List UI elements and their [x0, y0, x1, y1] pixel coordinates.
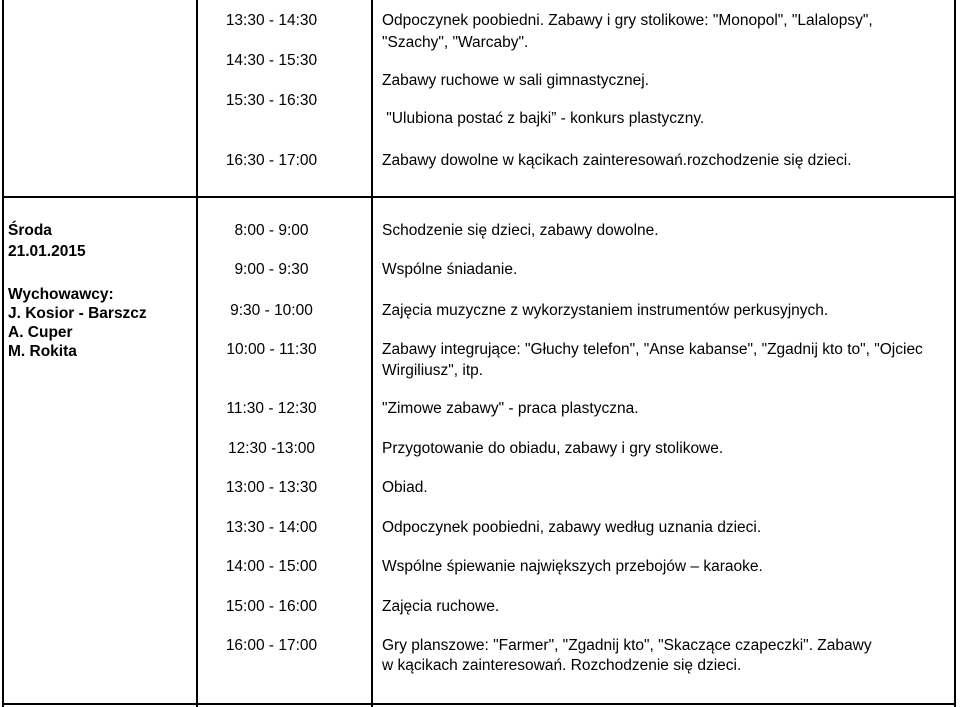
activity-text: "Szachy", "Warcaby".: [382, 34, 529, 51]
time-slot: 14:30 - 15:30: [225, 52, 318, 69]
activity-text: Odpoczynek poobiedni. Zabawy i gry stolikowe: "Monopol", "Lalalopsy",: [382, 12, 873, 29]
staff-member: J. Kosior - Barszcz: [8, 305, 147, 322]
time-slot: 13:30 - 14:00: [225, 519, 318, 536]
column-divider-time: [371, 0, 373, 707]
activity-text: "Zimowe zabawy" - praca plastyczna.: [382, 400, 639, 417]
day-name: Środa: [8, 222, 52, 239]
time-slot: 11:30 - 12:30: [226, 400, 317, 417]
activity-text: Przygotowanie do obiadu, zabawy i gry stolikowe.: [382, 440, 724, 457]
activity-text: Zajęcia muzyczne z wykorzystaniem instrumentów perkusyjnych.: [382, 302, 829, 319]
activity-text: Wspólne śniadanie.: [382, 261, 518, 278]
time-slot: 9:30 - 10:00: [230, 302, 313, 319]
staff-label: Wychowawcy:: [8, 286, 114, 303]
time-slot: 14:00 - 15:00: [225, 558, 318, 575]
activity-text: Zajęcia ruchowe.: [382, 598, 500, 615]
time-slot: 16:00 - 17:00: [225, 637, 318, 654]
activity-text: Wspólne śpiewanie największych przebojów – karaoke.: [382, 558, 763, 575]
time-slot: 13:00 - 13:30: [225, 479, 318, 496]
activity-text: Obiad.: [382, 479, 428, 496]
activity-text: "Ulubiona postać z bajki” - konkurs plastyczny.: [382, 110, 705, 127]
time-slot: 16:30 - 17:00: [225, 152, 318, 169]
time-slot: 15:30 - 16:30: [225, 92, 318, 109]
row-divider: [2, 196, 956, 198]
activity-text: Zabawy ruchowe w sali gimnastycznej.: [382, 72, 650, 89]
column-divider-right: [954, 0, 956, 707]
activity-text: w kącikach zainteresowań. Rozchodzenie się dzieci.: [382, 657, 742, 674]
time-slot: 13:30 - 14:30: [225, 12, 318, 29]
bottom-border: [2, 703, 956, 705]
column-divider-left: [2, 0, 4, 707]
activity-text: Zabawy dowolne w kącikach zainteresowań.rozchodzenie się dzieci.: [382, 152, 852, 169]
time-slot: 8:00 - 9:00: [234, 222, 309, 239]
time-slot: 9:00 - 9:30: [234, 261, 309, 278]
time-slot: 15:00 - 16:00: [225, 598, 318, 615]
activity-text: Wirgiliusz", itp.: [382, 362, 484, 379]
staff-member: M. Rokita: [8, 343, 77, 360]
activity-text: Odpoczynek poobiedni, zabawy według uznania dzieci.: [382, 519, 762, 536]
staff-member: A. Cuper: [8, 324, 73, 341]
activity-text: Gry planszowe: "Farmer", "Zgadnij kto", "Skaczące czapeczki". Zabawy: [382, 637, 872, 654]
time-slot: 12:30 -13:00: [227, 440, 316, 457]
day-date: 21.01.2015: [8, 243, 86, 260]
activity-text: Schodzenie się dzieci, zabawy dowolne.: [382, 222, 659, 239]
time-slot: 10:00 - 11:30: [226, 341, 317, 358]
activity-text: Zabawy integrujące: "Głuchy telefon", "Anse kabanse", "Zgadnij kto to", "Ojciec: [382, 341, 923, 358]
